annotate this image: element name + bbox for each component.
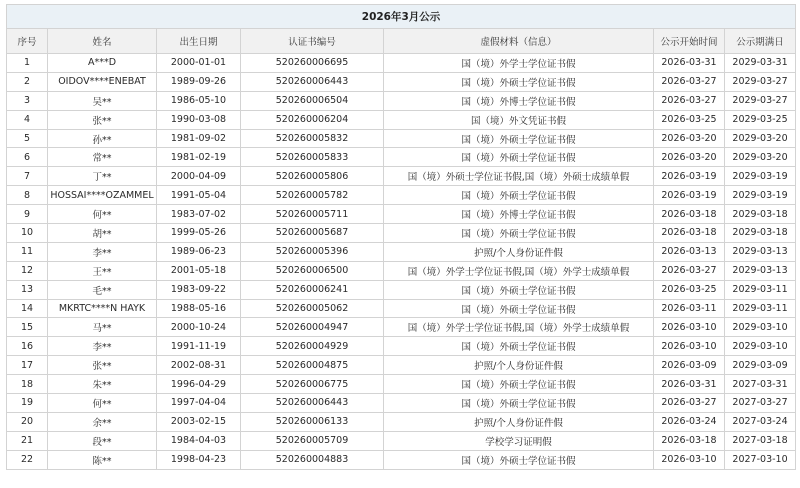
publication-table: [6, 4, 796, 470]
cell-name: 张**: [48, 356, 157, 375]
cell-index: 7: [7, 167, 48, 186]
cell-false-material: 国（境）外学士学位证书假: [384, 54, 654, 73]
cell-name: 吴**: [48, 91, 157, 110]
cell-birth-date: 2000-04-09: [157, 167, 241, 186]
cell-publication-end: 2027-03-24: [725, 412, 796, 431]
cell-birth-date: 2003-02-15: [157, 412, 241, 431]
cell-name: 段**: [48, 431, 157, 450]
cell-publication-start: 2026-03-10: [654, 318, 725, 337]
cell-publication-start: 2026-03-27: [654, 91, 725, 110]
cell-name: 张**: [48, 110, 157, 129]
cell-birth-date: 1996-04-29: [157, 375, 241, 394]
cell-publication-end: 2027-03-31: [725, 375, 796, 394]
cell-birth-date: 1990-03-08: [157, 110, 241, 129]
header-name: 姓名: [48, 29, 157, 54]
cell-index: 6: [7, 148, 48, 167]
cell-publication-end: 2029-03-10: [725, 337, 796, 356]
cell-publication-end: 2027-03-10: [725, 450, 796, 469]
cell-certificate-number: 520260006133: [241, 412, 384, 431]
cell-name: 常**: [48, 148, 157, 167]
cell-index: 5: [7, 129, 48, 148]
cell-publication-start: 2026-03-20: [654, 148, 725, 167]
cell-publication-start: 2026-03-18: [654, 224, 725, 243]
table-title: 2026年3月公示: [7, 5, 796, 29]
cell-certificate-number: 520260006241: [241, 280, 384, 299]
cell-birth-date: 1999-05-26: [157, 224, 241, 243]
cell-name: A***D: [48, 54, 157, 73]
cell-publication-end: 2029-03-11: [725, 299, 796, 318]
header-certificate-number: 认证书编号: [241, 29, 384, 54]
table-row: [7, 337, 796, 356]
cell-birth-date: 2000-10-24: [157, 318, 241, 337]
cell-certificate-number: 520260005833: [241, 148, 384, 167]
cell-index: 9: [7, 205, 48, 224]
cell-certificate-number: 520260005687: [241, 224, 384, 243]
cell-name: 丁**: [48, 167, 157, 186]
cell-birth-date: 1988-05-16: [157, 299, 241, 318]
cell-certificate-number: 520260006504: [241, 91, 384, 110]
header-birth-date: 出生日期: [157, 29, 241, 54]
cell-publication-start: 2026-03-18: [654, 431, 725, 450]
publication-table-container: [6, 4, 795, 470]
cell-name: HOSSAI****OZAMMEL: [48, 186, 157, 205]
table-row: [7, 261, 796, 280]
table-row: [7, 72, 796, 91]
cell-false-material: 国（境）外硕士学位证书假: [384, 224, 654, 243]
cell-publication-end: 2029-03-27: [725, 91, 796, 110]
table-row: [7, 110, 796, 129]
cell-false-material: 国（境）外硕士学位证书假: [384, 394, 654, 413]
cell-birth-date: 1983-09-22: [157, 280, 241, 299]
cell-publication-start: 2026-03-10: [654, 450, 725, 469]
cell-birth-date: 1984-04-03: [157, 431, 241, 450]
cell-publication-end: 2029-03-25: [725, 110, 796, 129]
cell-birth-date: 1983-07-02: [157, 205, 241, 224]
cell-birth-date: 1991-05-04: [157, 186, 241, 205]
cell-publication-end: 2029-03-19: [725, 167, 796, 186]
cell-publication-end: 2027-03-18: [725, 431, 796, 450]
cell-certificate-number: 520260005711: [241, 205, 384, 224]
cell-name: 毛**: [48, 280, 157, 299]
cell-certificate-number: 520260004875: [241, 356, 384, 375]
cell-publication-start: 2026-03-18: [654, 205, 725, 224]
cell-publication-end: 2027-03-27: [725, 394, 796, 413]
table-row: [7, 148, 796, 167]
table-row: [7, 242, 796, 261]
cell-publication-end: 2029-03-13: [725, 261, 796, 280]
cell-certificate-number: 520260005806: [241, 167, 384, 186]
cell-publication-start: 2026-03-25: [654, 280, 725, 299]
header-publication-start: 公示开始时间: [654, 29, 725, 54]
table-row: [7, 205, 796, 224]
cell-publication-start: 2026-03-19: [654, 186, 725, 205]
table-row: [7, 412, 796, 431]
cell-publication-start: 2026-03-24: [654, 412, 725, 431]
cell-index: 13: [7, 280, 48, 299]
cell-index: 1: [7, 54, 48, 73]
cell-publication-start: 2026-03-31: [654, 54, 725, 73]
cell-index: 3: [7, 91, 48, 110]
cell-false-material: 国（境）外硕士学位证书假: [384, 186, 654, 205]
cell-certificate-number: 520260006500: [241, 261, 384, 280]
table-row: [7, 450, 796, 469]
table-row: [7, 224, 796, 243]
cell-birth-date: 1989-09-26: [157, 72, 241, 91]
cell-false-material: 护照/个人身份证件假: [384, 356, 654, 375]
cell-false-material: 国（境）外博士学位证书假: [384, 205, 654, 224]
cell-certificate-number: 520260006775: [241, 375, 384, 394]
cell-name: 陈**: [48, 450, 157, 469]
cell-false-material: 国（境）外硕士学位证书假,国（境）外硕士成绩单假: [384, 167, 654, 186]
cell-false-material: 国（境）外硕士学位证书假: [384, 129, 654, 148]
cell-publication-end: 2029-03-20: [725, 129, 796, 148]
cell-birth-date: 1997-04-04: [157, 394, 241, 413]
cell-certificate-number: 520260006695: [241, 54, 384, 73]
cell-birth-date: 1981-02-19: [157, 148, 241, 167]
table-row: [7, 356, 796, 375]
cell-certificate-number: 520260005832: [241, 129, 384, 148]
header-index: 序号: [7, 29, 48, 54]
cell-index: 14: [7, 299, 48, 318]
cell-index: 22: [7, 450, 48, 469]
cell-birth-date: 2001-05-18: [157, 261, 241, 280]
cell-publication-end: 2029-03-13: [725, 242, 796, 261]
cell-publication-start: 2026-03-11: [654, 299, 725, 318]
table-row: [7, 280, 796, 299]
cell-publication-start: 2026-03-25: [654, 110, 725, 129]
cell-false-material: 国（境）外学士学位证书假,国（境）外学士成绩单假: [384, 261, 654, 280]
cell-false-material: 国（境）外硕士学位证书假: [384, 337, 654, 356]
cell-birth-date: 2000-01-01: [157, 54, 241, 73]
cell-publication-start: 2026-03-10: [654, 337, 725, 356]
header-publication-end: 公示期满日: [725, 29, 796, 54]
table-row: [7, 375, 796, 394]
cell-certificate-number: 520260005062: [241, 299, 384, 318]
cell-publication-end: 2029-03-11: [725, 280, 796, 299]
cell-publication-end: 2029-03-18: [725, 205, 796, 224]
cell-name: 余**: [48, 412, 157, 431]
cell-index: 18: [7, 375, 48, 394]
cell-publication-start: 2026-03-13: [654, 242, 725, 261]
cell-name: 朱**: [48, 375, 157, 394]
cell-index: 4: [7, 110, 48, 129]
cell-name: 胡**: [48, 224, 157, 243]
table-row: [7, 394, 796, 413]
cell-false-material: 国（境）外硕士学位证书假: [384, 450, 654, 469]
cell-birth-date: 1981-09-02: [157, 129, 241, 148]
cell-publication-end: 2029-03-20: [725, 148, 796, 167]
cell-index: 2: [7, 72, 48, 91]
cell-certificate-number: 520260004947: [241, 318, 384, 337]
cell-birth-date: 1989-06-23: [157, 242, 241, 261]
cell-publication-start: 2026-03-19: [654, 167, 725, 186]
table-row: [7, 129, 796, 148]
cell-false-material: 国（境）外硕士学位证书假: [384, 375, 654, 394]
cell-name: 马**: [48, 318, 157, 337]
cell-birth-date: 1998-04-23: [157, 450, 241, 469]
cell-name: 何**: [48, 205, 157, 224]
cell-false-material: 国（境）外文凭证书假: [384, 110, 654, 129]
table-row: [7, 318, 796, 337]
cell-index: 10: [7, 224, 48, 243]
cell-index: 8: [7, 186, 48, 205]
cell-false-material: 国（境）外学士学位证书假,国（境）外学士成绩单假: [384, 318, 654, 337]
cell-publication-end: 2029-03-09: [725, 356, 796, 375]
header-false-material: 虚假材料（信息）: [384, 29, 654, 54]
cell-name: 李**: [48, 242, 157, 261]
cell-publication-end: 2029-03-18: [725, 224, 796, 243]
cell-name: MKRTC****N HAYK: [48, 299, 157, 318]
cell-publication-start: 2026-03-20: [654, 129, 725, 148]
cell-publication-start: 2026-03-09: [654, 356, 725, 375]
cell-certificate-number: 520260004883: [241, 450, 384, 469]
table-row: [7, 431, 796, 450]
cell-name: 何**: [48, 394, 157, 413]
cell-publication-end: 2029-03-10: [725, 318, 796, 337]
cell-name: 李**: [48, 337, 157, 356]
cell-certificate-number: 520260004929: [241, 337, 384, 356]
cell-index: 19: [7, 394, 48, 413]
cell-index: 11: [7, 242, 48, 261]
cell-certificate-number: 520260005709: [241, 431, 384, 450]
cell-certificate-number: 520260005782: [241, 186, 384, 205]
cell-index: 21: [7, 431, 48, 450]
cell-publication-end: 2029-03-31: [725, 54, 796, 73]
cell-index: 12: [7, 261, 48, 280]
cell-index: 17: [7, 356, 48, 375]
cell-index: 15: [7, 318, 48, 337]
cell-false-material: 国（境）外硕士学位证书假: [384, 299, 654, 318]
cell-false-material: 国（境）外硕士学位证书假: [384, 72, 654, 91]
cell-publication-start: 2026-03-31: [654, 375, 725, 394]
cell-certificate-number: 520260005396: [241, 242, 384, 261]
cell-false-material: 国（境）外硕士学位证书假: [384, 280, 654, 299]
cell-birth-date: 2002-08-31: [157, 356, 241, 375]
cell-false-material: 护照/个人身份证件假: [384, 412, 654, 431]
cell-birth-date: 1991-11-19: [157, 337, 241, 356]
cell-birth-date: 1986-05-10: [157, 91, 241, 110]
cell-index: 16: [7, 337, 48, 356]
table-row: [7, 167, 796, 186]
table-row: [7, 299, 796, 318]
cell-publication-end: 2029-03-27: [725, 72, 796, 91]
cell-index: 20: [7, 412, 48, 431]
cell-publication-start: 2026-03-27: [654, 72, 725, 91]
cell-certificate-number: 520260006443: [241, 72, 384, 91]
cell-publication-start: 2026-03-27: [654, 394, 725, 413]
cell-name: OIDOV****ENEBAT: [48, 72, 157, 91]
cell-publication-start: 2026-03-27: [654, 261, 725, 280]
cell-name: 孙**: [48, 129, 157, 148]
table-row: [7, 186, 796, 205]
cell-false-material: 国（境）外博士学位证书假: [384, 91, 654, 110]
cell-publication-end: 2029-03-19: [725, 186, 796, 205]
cell-false-material: 学校学习证明假: [384, 431, 654, 450]
cell-name: 王**: [48, 261, 157, 280]
table-row: [7, 54, 796, 73]
table-row: [7, 91, 796, 110]
table-body: [7, 54, 796, 470]
cell-certificate-number: 520260006204: [241, 110, 384, 129]
cell-false-material: 国（境）外硕士学位证书假: [384, 148, 654, 167]
cell-certificate-number: 520260006443: [241, 394, 384, 413]
cell-false-material: 护照/个人身份证件假: [384, 242, 654, 261]
